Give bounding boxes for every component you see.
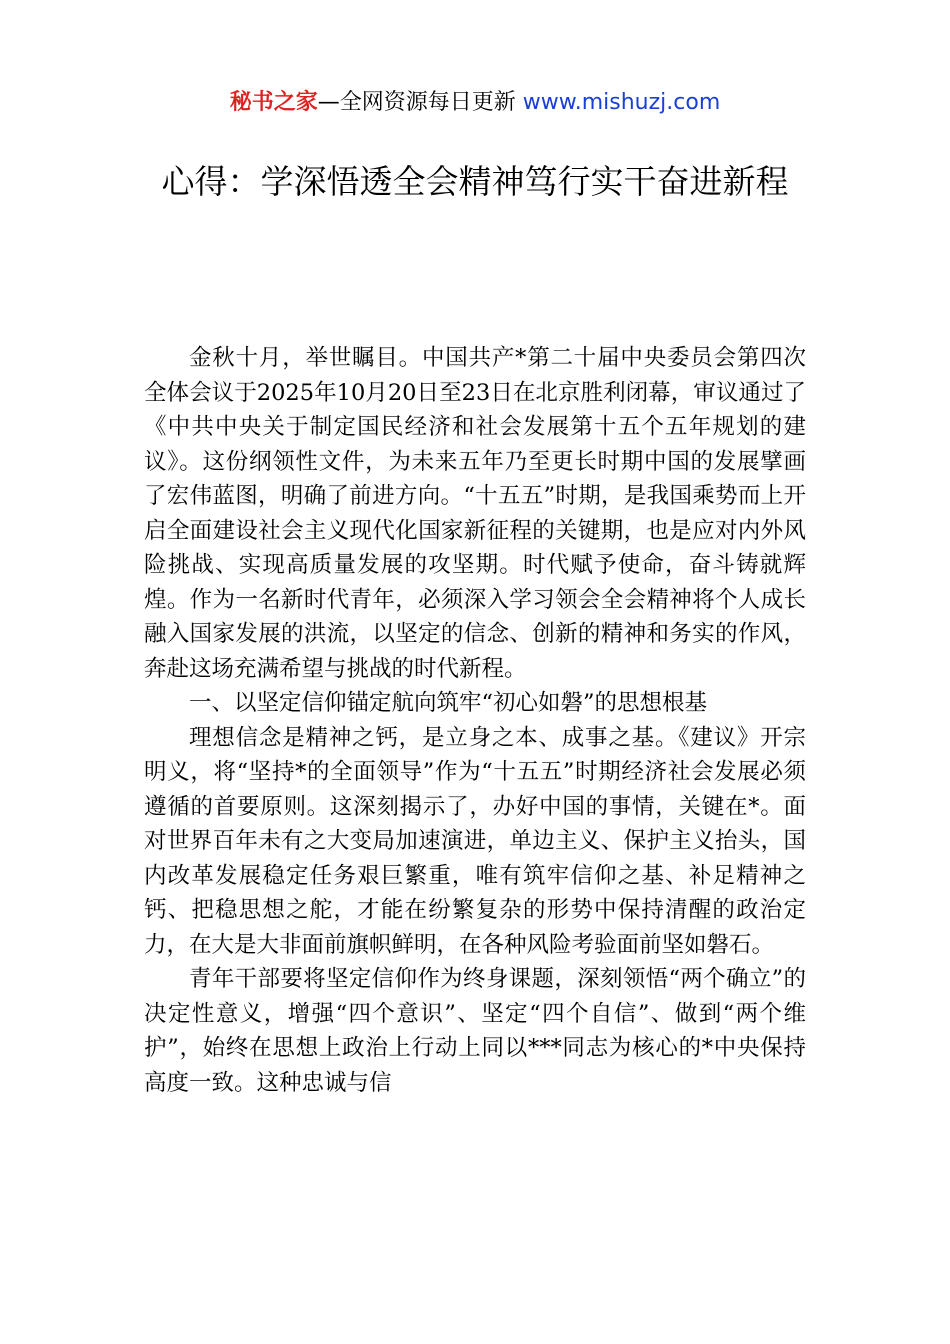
document-title: 心得：学深悟透全会精神笃行实干奋进新程 bbox=[161, 162, 789, 201]
section-heading-1: 一、以坚定信仰锚定航向筑牢“初心如磐”的思想根基 bbox=[189, 690, 708, 716]
site-name: 秘书之家 bbox=[229, 90, 318, 115]
site-header bbox=[0, 86, 950, 120]
paragraph-section-1-a: 理想信念是精神之钙，是立身之本、成事之基。《建议》开宗明义，将“坚持*的全面领导”作为“十五五”时期经济社会发展必须遵循的首要原则。这深刻揭示了，办好中国的事情，关键在*。面对世界百年未有之大变局加速演进，单边主义、保护主义抬头，国内改革发展稳定任务艰巨繁重，唯有筑牢信仰之基、补足精神之钙、把稳思想之舵，才能在纷繁复杂的形势中保持清醒的政治定力，在大是大非面前旗帜鲜明，在各种风险考验面前坚如磐石。 bbox=[144, 724, 806, 958]
site-slogan: —全网资源每日更新 bbox=[317, 90, 523, 115]
site-url-link[interactable]: www.mishuzj.com bbox=[522, 90, 721, 115]
paragraph-intro: 金秋十月，举世瞩目。中国共产*第二十届中央委员会第四次全体会议于2025年10月20日至23日在北京胜利闭幕，审议通过了《中共中央关于制定国民经济和社会发展第十五个五年规划的建议》。这份纲领性文件，为未来五年乃至更长时期中国的发展擘画了宏伟蓝图，明确了前进方向。“十五五”时期，是我国乘势而上开启全面建设社会主义现代化国家新征程的关键期，也是应对内外风险挑战、实现高质量发展的攻坚期。时代赋予使命，奋斗铸就辉煌。作为一名新时代青年，必须深入学习领会全会精神将个人成长融入国家发展的洪流，以坚定的信念、创新的精神和务实的作风，奔赴这场充满希望与挑战的时代新程。 bbox=[144, 345, 806, 682]
paragraph-section-1-b: 青年干部要将坚定信仰作为终身课题，深刻领悟“两个确立”的决定性意义，增强“四个意识”、坚定“四个自信”、做到“两个维护”，始终在思想上政治上行动上同以***同志为核心的*中央保持高度一致。这种忠诚与信 bbox=[144, 966, 806, 1096]
document-body bbox=[144, 341, 806, 1100]
